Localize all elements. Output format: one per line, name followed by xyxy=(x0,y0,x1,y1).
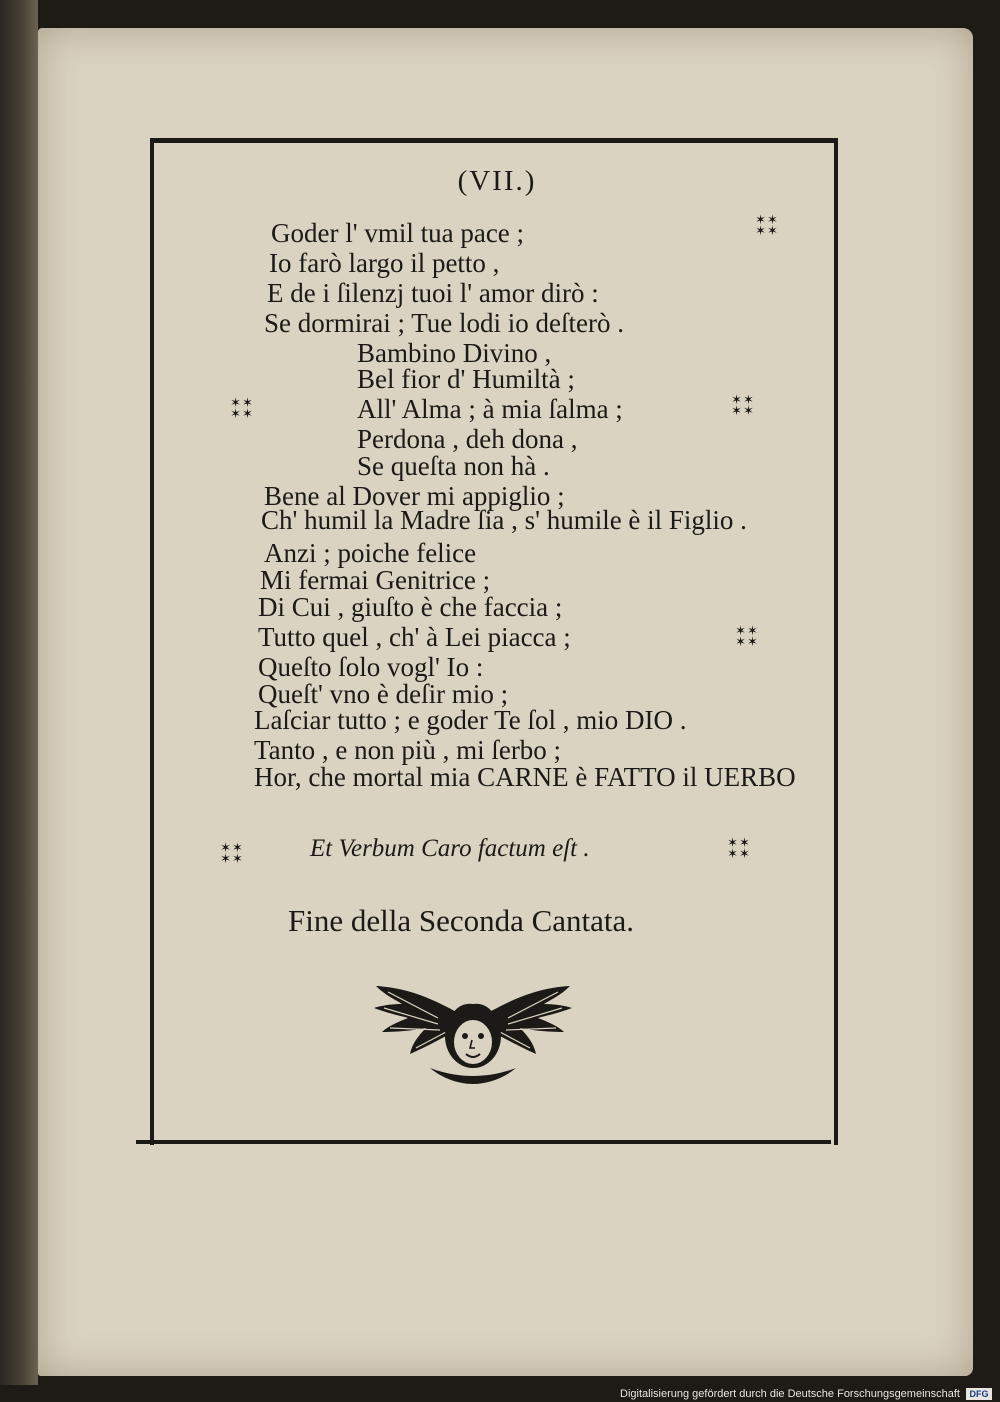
verse-line: Di Cui , giuſto è che faccia ; xyxy=(258,592,563,622)
verse-line: Tanto , e non più , mi ſerbo ; xyxy=(254,735,562,765)
verse-line: Bel fior d' Humiltà ; xyxy=(357,364,575,394)
book-gutter xyxy=(0,0,38,1385)
winged-cherub-icon xyxy=(368,978,578,1090)
fleuron-icon: ✶✶ ✶✶ xyxy=(755,213,779,239)
verse-line: Bene al Dover mi appiglio ; xyxy=(264,481,565,511)
verse-line: Perdona , deh dona , xyxy=(357,424,578,454)
footer-bar xyxy=(0,1385,1000,1402)
verse-line: Bambino Divino , xyxy=(357,338,552,368)
verse-line: Queſto ſolo vogl' Io : xyxy=(258,652,484,682)
fleuron-icon: ✶✶ ✶✶ xyxy=(735,624,759,650)
verse-line: Laſciar tutto ; e goder Te ſol , mio DIO . xyxy=(254,705,687,735)
dfg-logo: DFG xyxy=(966,1388,992,1400)
verse-line: Goder l' vmil tua pace ; xyxy=(271,218,525,248)
verse-line: Hor, che mortal mia CARNE è FATTO il UERBO xyxy=(254,762,796,792)
verse-line: Se queſta non hà . xyxy=(357,451,550,481)
fleuron-icon: ✶✶ ✶✶ xyxy=(220,841,244,867)
verse-line: Mi fermai Genitrice ; xyxy=(260,565,491,595)
colophon-line: Et Verbum Caro factum eſt . xyxy=(310,835,590,862)
page-bottom-rule xyxy=(136,1140,831,1144)
fleuron-icon: ✶✶ ✶✶ xyxy=(727,836,751,862)
fleuron-icon: ✶✶ ✶✶ xyxy=(230,396,254,422)
verse-line: Queſt' vno è deſir mio ; xyxy=(258,679,509,709)
closing-title: Fine della Seconda Cantata. xyxy=(288,903,635,938)
fleuron-icon: ✶✶ ✶✶ xyxy=(731,393,755,419)
page-number: (VII.) xyxy=(457,165,537,197)
verse-line: Anzi ; poiche felice xyxy=(264,538,477,568)
verse-line: Ch' humil la Madre ſia , s' humile è il Figlio . xyxy=(261,505,747,535)
verse-line: E de i ſilenzj tuoi l' amor dirò : xyxy=(267,278,599,308)
footer-credit: Digitalisierung gefördert durch die Deutsche Forschungsgemeinschaft xyxy=(620,1388,960,1400)
verse-line: All' Alma ; à mia ſalma ; xyxy=(357,394,623,424)
verse-line: Se dormirai ; Tue lodi io deſterò . xyxy=(264,308,624,338)
verse-line: Tutto quel , ch' à Lei piacca ; xyxy=(258,622,571,652)
verse-line: Io farò largo il petto , xyxy=(269,248,500,278)
